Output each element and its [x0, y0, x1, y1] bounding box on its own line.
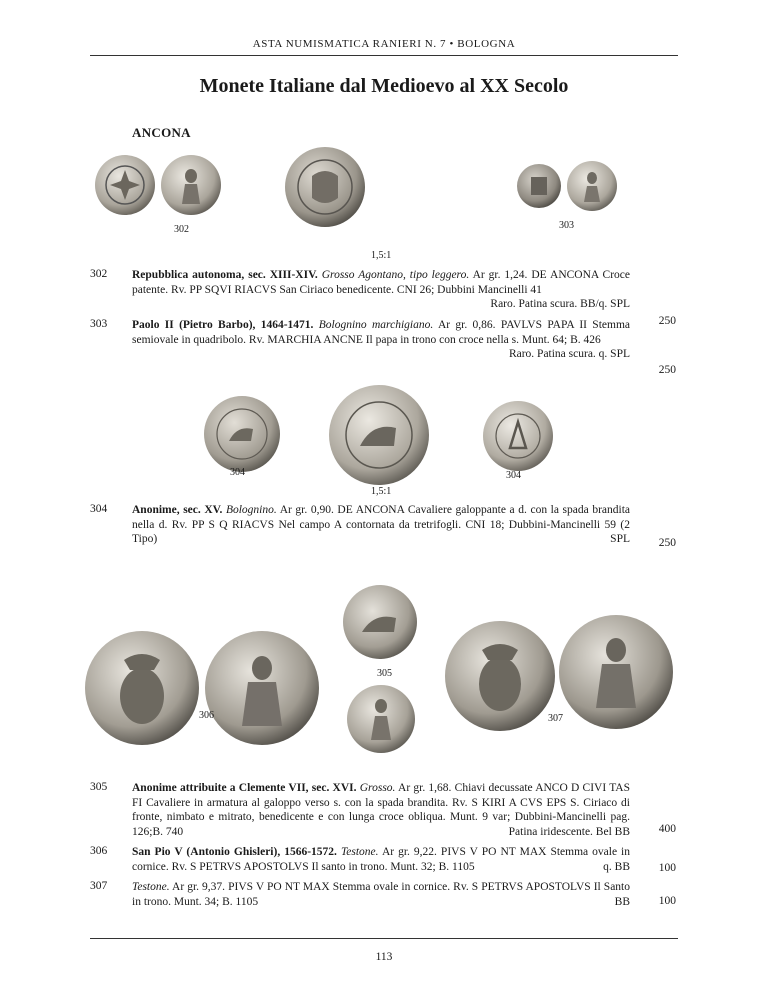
coin-302-reverse-image	[160, 154, 222, 216]
figure-label-303: 303	[559, 220, 574, 231]
lot-grade: BB	[614, 895, 630, 908]
page-title: Monete Italiane dal Medioevo al XX Secolo	[199, 75, 569, 97]
coin-302-obverse-image	[94, 154, 156, 216]
lot-denomination: Bolognino.	[225, 504, 277, 516]
lot-text: Ar gr. 0,90. DE ANCONA Cavaliere galoppante a d. con la spada brandita nella d. Rv. PP S Q RIACVS Nel campo A contornata da tretrifogli. CNI 18; Dubbini-Mancinelli 59 (2 Tipo)	[132, 504, 630, 546]
figure-label-304a: 304	[230, 467, 245, 478]
figure-label-304b: 304	[506, 470, 521, 481]
lot-ruler: Repubblica autonoma, sec. XIII-XIV.	[132, 269, 318, 281]
coin-304b-image	[328, 384, 430, 486]
lot-grade: Patina iridescente. Bel BB	[508, 825, 630, 838]
lot-ruler: San Pio V (Antonio Ghisleri), 1566-1572.	[132, 846, 337, 858]
coin-304a-image	[203, 395, 281, 473]
lot-text: Ar gr. 9,37. PIVS V PO NT MAX Stemma ovale in cornice. Rv. S PETRVS APOSTOLVS Il Santo in trono. Munt. 34; B. 1105	[132, 881, 630, 908]
lot-description-306	[132, 845, 630, 874]
lot-number-302: 302	[90, 268, 108, 280]
lot-ruler: Paolo II (Pietro Barbo), 1464-1471.	[132, 319, 314, 331]
figure-label-302: 302	[174, 224, 189, 235]
lot-text: Ar gr. 1,24. DE ANCONA Croce patente. Rv. PP SQVI RIACVS San Ciriaco benedicente. CNI 26; Dubbini Mancinelli 41	[132, 269, 630, 296]
lot-denomination: Grosso Agontano, tipo leggero.	[321, 269, 470, 281]
lot-description-305	[132, 781, 630, 839]
lot-grade: Raro. Patina scura. q. SPL	[508, 348, 630, 361]
lot-denomination: Testone.	[340, 846, 379, 858]
lot-text: Ar gr. 0,86. PAVLVS PAPA II Stemma semiovale in quadribolo. Rv. MARCHIA ANCNE Il papa in trono con croce nella s. Munt. 64; B. 426	[132, 319, 630, 346]
lot-price-302: 250	[658, 315, 676, 327]
figure-label-306: 306	[199, 710, 214, 721]
lot-number-303: 303	[90, 318, 108, 330]
lot-number-305: 305	[90, 781, 108, 793]
lot-price-303: 250	[658, 364, 676, 376]
coin-304c-image	[482, 400, 554, 472]
coin-307-reverse-image	[558, 614, 674, 730]
lot-price-307: 100	[658, 895, 676, 907]
coin-303-reverse-image	[516, 163, 562, 209]
lot-description-304	[132, 503, 630, 547]
lot-number-306: 306	[90, 845, 108, 857]
scale-label-row2: 1,5:1	[371, 486, 392, 497]
lot-denomination: Grosso.	[359, 782, 396, 794]
section-heading: ANCONA	[132, 125, 191, 140]
figure-label-307: 307	[548, 713, 563, 724]
lot-number-307: 307	[90, 880, 108, 892]
page-number: 113	[375, 951, 393, 963]
coin-305-obverse-image	[342, 584, 418, 660]
coin-305-reverse-image	[346, 684, 416, 754]
figure-label-305: 305	[377, 668, 392, 679]
lot-ruler: Anonime, sec. XV.	[132, 504, 223, 516]
lot-grade: Raro. Patina scura. BB/q. SPL	[490, 298, 630, 311]
lot-number-304: 304	[90, 503, 108, 515]
lot-description-307	[132, 880, 630, 909]
lot-denomination: Bolognino marchigiano.	[318, 319, 434, 331]
lot-price-306: 100	[658, 862, 676, 874]
lot-grade: SPL	[610, 533, 630, 546]
lot-text: Ar gr. 9,22. PIVS V PO NT MAX Stemma ovale in cornice. Rv. S PETRVS APOSTOLVS Il santo in trono. Munt. 32; B. 1105	[132, 846, 631, 873]
coin-306-reverse-image	[204, 630, 320, 746]
coin-303-obverse-image	[284, 146, 366, 228]
coin-307-obverse-image	[444, 620, 556, 732]
running-header: ASTA NUMISMATICA RANIERI N. 7 • BOLOGNA	[252, 38, 516, 50]
coin-306-obverse-image	[84, 630, 200, 746]
lot-ruler: Anonime attribuite a Clemente VII, sec. XVI.	[132, 782, 357, 794]
coin-303-detail-image	[566, 160, 618, 212]
scale-label-row1: 1,5:1	[371, 250, 392, 261]
lot-grade: q. BB	[603, 860, 630, 873]
lot-denomination: Testone.	[132, 881, 170, 893]
lot-price-305: 400	[658, 823, 676, 835]
lot-price-304: 250	[658, 537, 676, 549]
lot-text: Ar gr. 1,68. Chiavi decussate ANCO D CIVI TAS FI Cavaliere in armatura al galoppo verso s. con la spada brandita. Rv. S KIRI A CVS EPS S. Ciriaco di fronte, nimbato e mitrato, benedicente e con lunga croce obliqua. Munt. 9 var; Dubbini-Mancinelli pag. 126;B. 740	[132, 782, 630, 838]
header-divider	[90, 55, 678, 56]
lot-description-303	[132, 318, 630, 362]
footer-divider	[90, 938, 678, 939]
lot-description-302	[132, 268, 630, 312]
